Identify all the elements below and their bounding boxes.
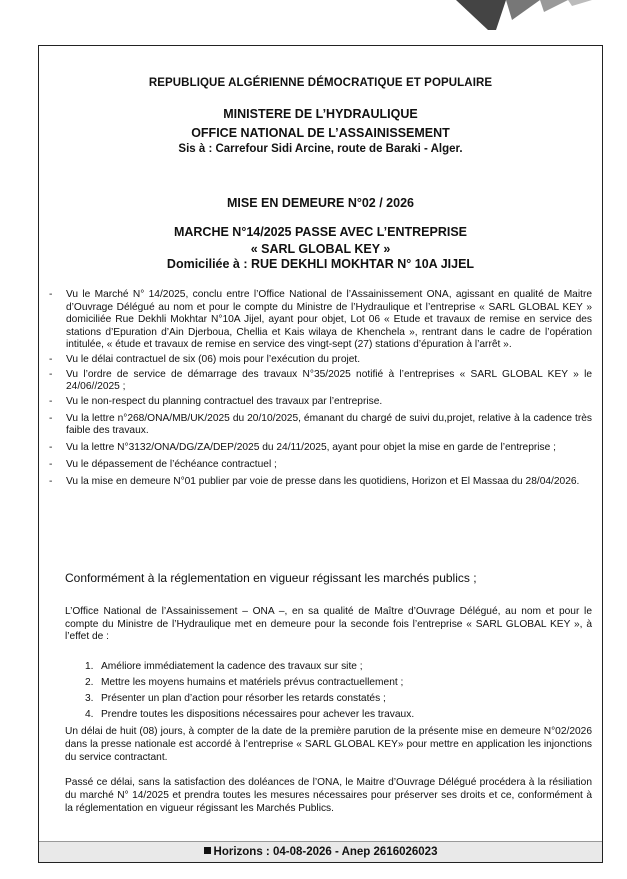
recital-item: - Vu le délai contractuel de six (06) mois pour l’exécution du projet. bbox=[47, 354, 592, 367]
office-heading: OFFICE NATIONAL DE L’ASSAINISSEMENT bbox=[191, 126, 450, 140]
action-text: Prendre toutes les dispositions nécessaires pour achever les travaux. bbox=[101, 708, 415, 720]
republic-heading: REPUBLIQUE ALGÉRIENNE DÉMOCRATIQUE ET POPULAIRE bbox=[148, 77, 493, 89]
notice-title: MISE EN DEMEURE N°02 / 2026 bbox=[226, 196, 414, 210]
conformity-statement: Conformément à la réglementation en vigueur régissant les marchés publics ; bbox=[65, 571, 477, 585]
publication-reference: Horizons : 04-08-2026 - Anep 2616026023 bbox=[213, 846, 438, 858]
action-number: 2. bbox=[85, 676, 94, 688]
square-icon bbox=[204, 847, 211, 854]
action-item bbox=[85, 677, 592, 690]
action-item bbox=[85, 661, 592, 674]
office-address: Sis à : Carrefour Sidi Arcine, route de Baraki - Alger. bbox=[178, 143, 463, 155]
action-number: 4. bbox=[85, 708, 94, 720]
action-text: Présenter un plan d’action pour résorber les retards constatés ; bbox=[101, 692, 386, 704]
corner-graphic bbox=[450, 0, 627, 30]
action-item bbox=[85, 709, 592, 722]
recitals-list bbox=[47, 289, 592, 493]
recital-item: - Vu la lettre n°268/ONA/MB/UK/2025 du 20/10/2025, émanant du chargé de suivi du,projet, relative à la cadence très faible des travaux. bbox=[47, 413, 592, 438]
decision-paragraph: L’Office National de l’Assainissement – ONA –, en sa qualité de Maître d’Ouvrage Délégué, au nom et pour le compte du Ministre de l’Hydraulique met en demeure pour la seconde fois l’entreprise « SARL GLOBAL KEY », à l’effet de : bbox=[65, 606, 592, 643]
action-item bbox=[85, 693, 592, 706]
action-text: Mettre les moyens humains et matériels prévus contractuellement ; bbox=[101, 676, 404, 688]
contract-title: MARCHE N°14/2025 PASSE AVEC L’ENTREPRISE bbox=[173, 225, 468, 239]
deadline-paragraph: Un délai de huit (08) jours, à compter de la date de la première parution de la présente mise en demeure N°02/2026 dans la presse nationale est accordé à l’entreprise « SARL GLOBAL KEY» pour mettre en application les injonctions du service contractant. bbox=[65, 726, 592, 763]
recital-item: - Vu la lettre N°3132/ONA/DG/ZA/DEP/2025 du 24/11/2025, ayant pour objet la mise en garde de l’entreprise ; bbox=[47, 442, 592, 455]
recital-item: - Vu l’ordre de service de démarrage des travaux N°35/2025 notifié à l’entreprises « SARL GLOBAL KEY » le 24/06//2025 ; bbox=[47, 369, 592, 394]
required-actions-list bbox=[85, 661, 592, 725]
action-number: 3. bbox=[85, 692, 94, 704]
recital-item: - Vu le dépassement de l’échéance contractuel ; bbox=[47, 459, 592, 472]
action-text: Améliore immédiatement la cadence des travaux sur site ; bbox=[101, 661, 363, 672]
contractor-name: « SARL GLOBAL KEY » bbox=[250, 242, 391, 256]
action-number: 1. bbox=[85, 661, 94, 672]
recital-item: - Vu la mise en demeure N°01 publier par voie de presse dans les quotidiens, Horizon et El Massaa du 28/04/2026. bbox=[47, 476, 592, 489]
contractor-address: Domiciliée à : RUE DEKHLI MOKHTAR N° 10A JIJEL bbox=[166, 257, 475, 271]
recital-item: - Vu le Marché N° 14/2025, conclu entre l’Office National de l’Assainissement ONA, agissant en qualité de Maitre d’Ouvrage Délégué au nom et pour le compte du Ministre de l’Hydraulique et l’entreprise « SARL GLOBAL KEY » domiciliée Rue Dekhli Mokhtar N°10A Jijel, ayant pour objet, Lot 06 « Etude et travaux de remise en service des stations d’Epuration d’Ain Djerboua, Chellia et Kais wilaya de Khenchela », rentrant dans le cadre de l’opération intitulée, « étude et travaux de remise en service des vingt-sept (27) stations d’épuration à l’arrêt ». bbox=[47, 289, 592, 352]
default-paragraph: Passé ce délai, sans la satisfaction des doléances de l’ONA, le Maitre d’Ouvrage Délégué procédera à la résiliation du marché N° 14/2025 et prendra toutes les mesures nécessaires pour préserver ses droits et ce, conformément à la réglementation en vigueur régissant les Marchés Publics. bbox=[65, 777, 592, 814]
recital-item: - Vu le non-respect du planning contractuel des travaux par l’entreprise. bbox=[47, 396, 592, 409]
ministry-heading: MINISTERE DE L’HYDRAULIQUE bbox=[223, 107, 418, 121]
publication-footer bbox=[39, 841, 602, 862]
legal-notice bbox=[38, 45, 603, 863]
